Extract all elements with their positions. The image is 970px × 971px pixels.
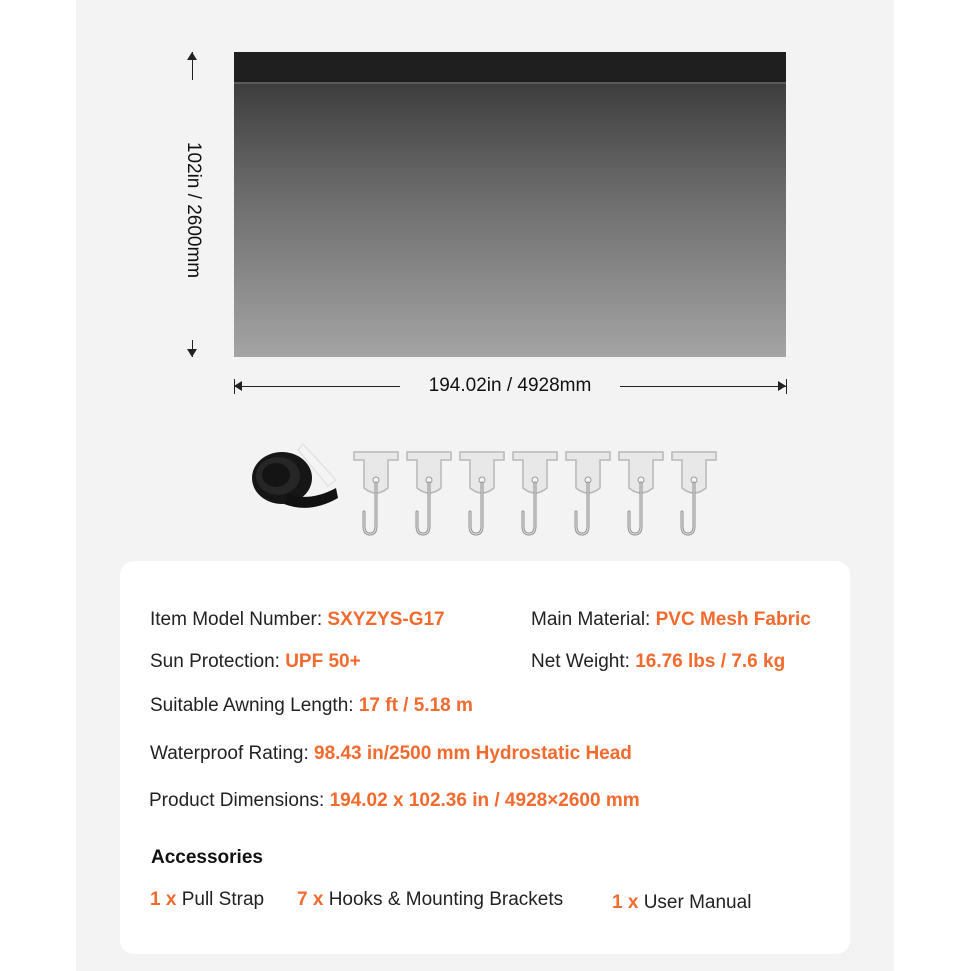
spec-sun-protection: Sun Protection: UPF 50+	[150, 651, 361, 672]
spec-card	[120, 561, 850, 954]
privacy-screen-panel	[234, 52, 786, 357]
arrow-up-icon	[187, 52, 197, 60]
width-dimension-label: 194.02in / 4928mm	[400, 372, 620, 400]
spec-waterproof: Waterproof Rating: 98.43 in/2500 mm Hydrostatic Head	[150, 743, 632, 764]
accessory-hooks: 7 x Hooks & Mounting Brackets	[297, 889, 564, 910]
hook-bracket-icon	[511, 450, 559, 540]
spec-model: Item Model Number: SXYZYS-G17	[150, 609, 445, 630]
spec-product-dimensions: Product Dimensions: 194.02 x 102.36 in / 4928×2600 mm	[149, 790, 640, 811]
height-dimension-label: 102in / 2600mm	[181, 80, 205, 340]
panel-top-edge	[234, 52, 786, 84]
arrow-right-icon	[778, 381, 786, 391]
arrow-down-icon	[187, 349, 197, 357]
arrow-left-icon	[234, 381, 242, 391]
hook-bracket-icon	[617, 450, 665, 540]
spec-material: Main Material: PVC Mesh Fabric	[531, 609, 811, 630]
hook-bracket-icon	[405, 450, 453, 540]
hook-bracket-icon	[352, 450, 400, 540]
hook-bracket-icon	[458, 450, 506, 540]
spec-awning-length: Suitable Awning Length: 17 ft / 5.18 m	[150, 695, 473, 716]
pull-strap-icon	[248, 440, 338, 520]
hook-bracket-icon	[670, 450, 718, 540]
accessory-user-manual: 1 x User Manual	[612, 892, 752, 913]
hook-bracket-icon	[564, 450, 612, 540]
spec-net-weight: Net Weight: 16.76 lbs / 7.6 kg	[531, 651, 786, 672]
width-cap-right	[786, 379, 787, 394]
accessory-pull-strap: 1 x Pull Strap	[150, 889, 265, 910]
accessories-title: Accessories	[151, 847, 263, 868]
